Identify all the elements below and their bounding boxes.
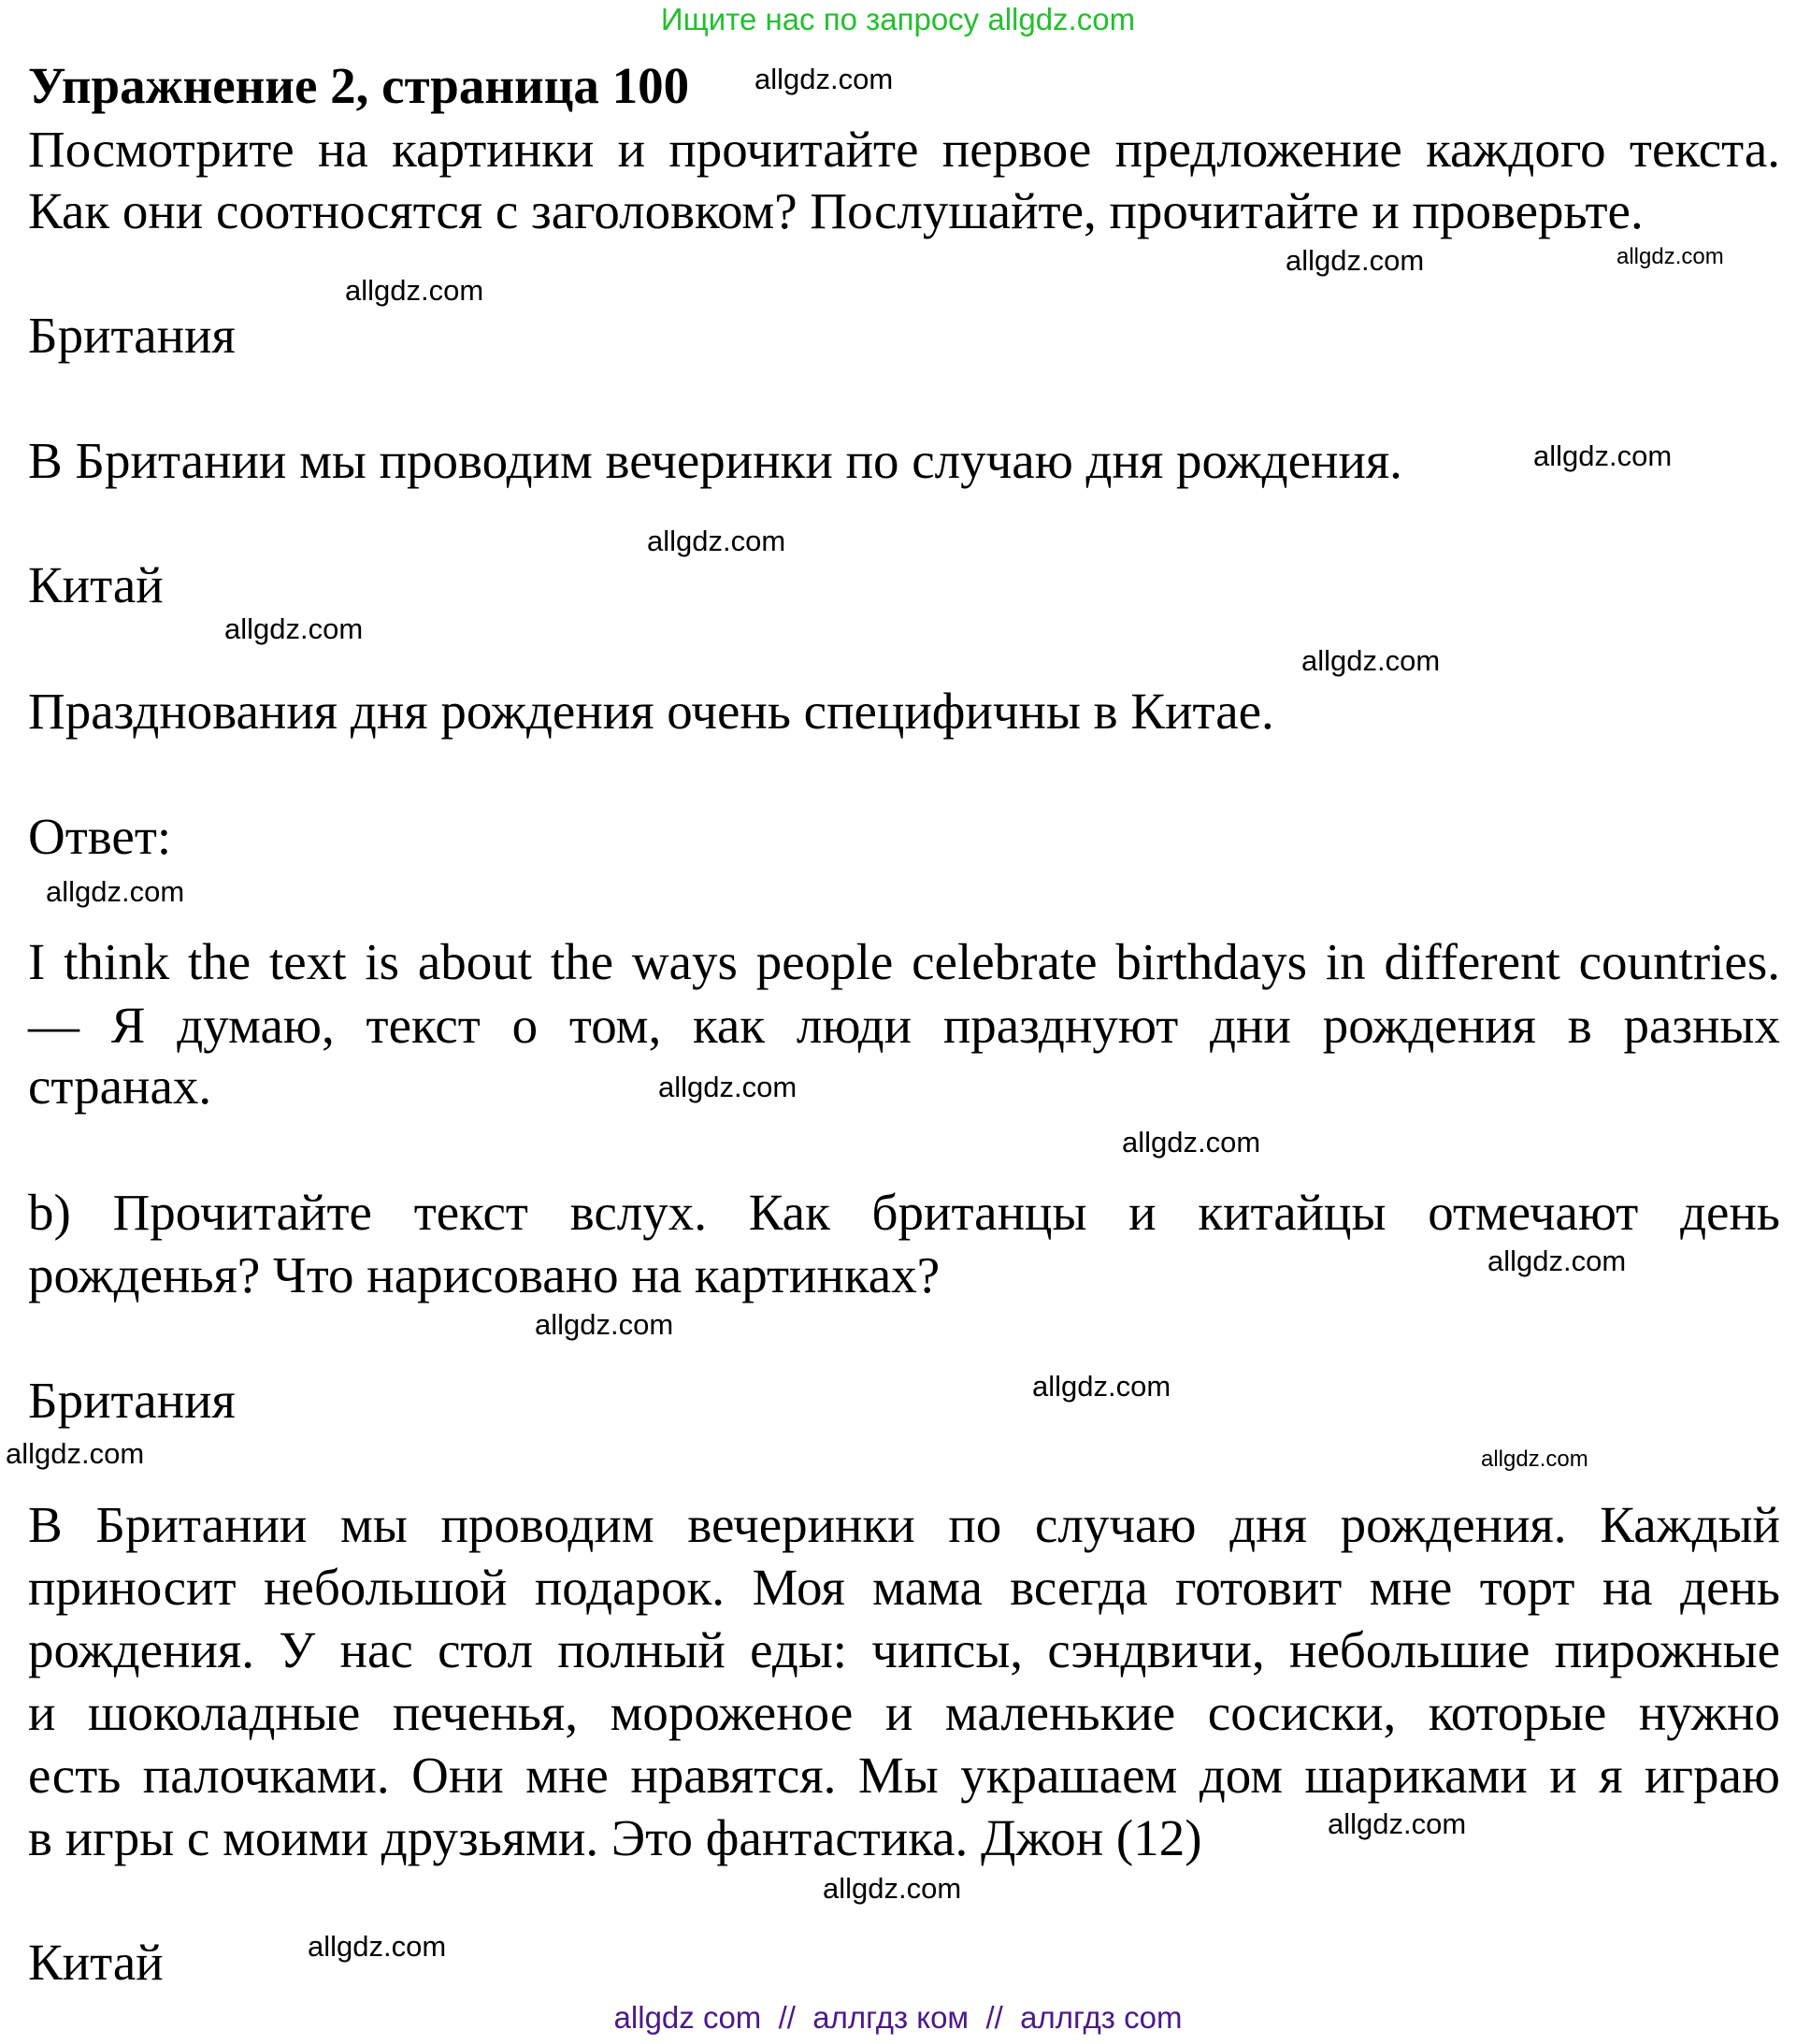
section-heading: Британия	[28, 1372, 236, 1429]
watermark: allgdz.com	[754, 63, 894, 95]
task-b-line: рожденья? Что нарисовано на картинках?	[28, 1246, 941, 1303]
text-line: рождения. У нас стол полный еды: чипсы, сэндвичи, небольшие пирожные	[28, 1621, 1780, 1678]
watermark: allgdz.com	[345, 274, 484, 307]
text-line: В Британии мы проводим вечеринки по случаю дня рождения.	[28, 432, 1402, 489]
search-banner: Ищите нас по запросу allgdz.com	[660, 2, 1136, 36]
task-line: Как они соотносятся с заголовком? Послушайте, прочитайте и проверьте.	[28, 182, 1644, 239]
answer-line: странах.	[28, 1058, 212, 1115]
watermark: allgdz.com	[647, 525, 786, 557]
watermark: allgdz.com	[6, 1437, 145, 1470]
section-heading: Британия	[28, 307, 236, 364]
watermark: allgdz.com	[1481, 1447, 1588, 1472]
watermark: allgdz.com	[1286, 244, 1425, 277]
watermark: allgdz.com	[823, 1872, 962, 1905]
text-line: приносит небольшой подарок. Моя мама всегда готовит мне торт на день	[28, 1559, 1780, 1616]
watermark: allgdz.com	[308, 1930, 447, 1963]
exercise-title: Упражнение 2, страница 100	[28, 57, 690, 114]
watermark: allgdz.com	[1616, 244, 1724, 269]
watermark: allgdz.com	[1032, 1370, 1171, 1403]
text-line: В Британии мы проводим вечеринки по случаю дня рождения. Каждый	[28, 1496, 1780, 1553]
watermark: allgdz.com	[1533, 439, 1673, 472]
answer-label: Ответ:	[28, 808, 172, 865]
watermark: allgdz.com	[1122, 1126, 1261, 1159]
watermark: allgdz.com	[535, 1308, 674, 1341]
watermark: allgdz.com	[1487, 1245, 1627, 1277]
text-line: есть палочками. Они мне нравятся. Мы украшаем дом шариками и я играю	[28, 1747, 1780, 1804]
section-heading: Китай	[28, 556, 164, 613]
watermark: allgdz.com	[1301, 644, 1441, 677]
answer-line: I think the text is about the ways people celebrate birthdays in different countries.	[28, 933, 1780, 990]
text-line: Празднования дня рождения очень специфичны в Китае.	[28, 683, 1274, 740]
footer-links: allgdz com // аллгдз ком // аллгдз com	[613, 2000, 1183, 2035]
watermark: allgdz.com	[1328, 1807, 1467, 1840]
answer-line: — Я думаю, текст о том, как люди празднуют дни рождения в разных	[28, 997, 1780, 1054]
watermark: allgdz.com	[224, 612, 364, 645]
task-line: Посмотрите на картинки и прочитайте первое предложение каждого текста.	[28, 121, 1780, 178]
text-line: и шоколадные печенья, мороженое и маленькие сосиски, которые нужно	[28, 1684, 1780, 1741]
task-b-line: b) Прочитайте текст вслух. Как британцы и китайцы отмечают день	[28, 1184, 1780, 1241]
watermark: allgdz.com	[658, 1071, 797, 1103]
section-heading: Китай	[28, 1934, 164, 1991]
watermark: allgdz.com	[46, 875, 185, 908]
text-line: в игры с моими друзьями. Это фантастика. Джон (12)	[28, 1809, 1202, 1866]
